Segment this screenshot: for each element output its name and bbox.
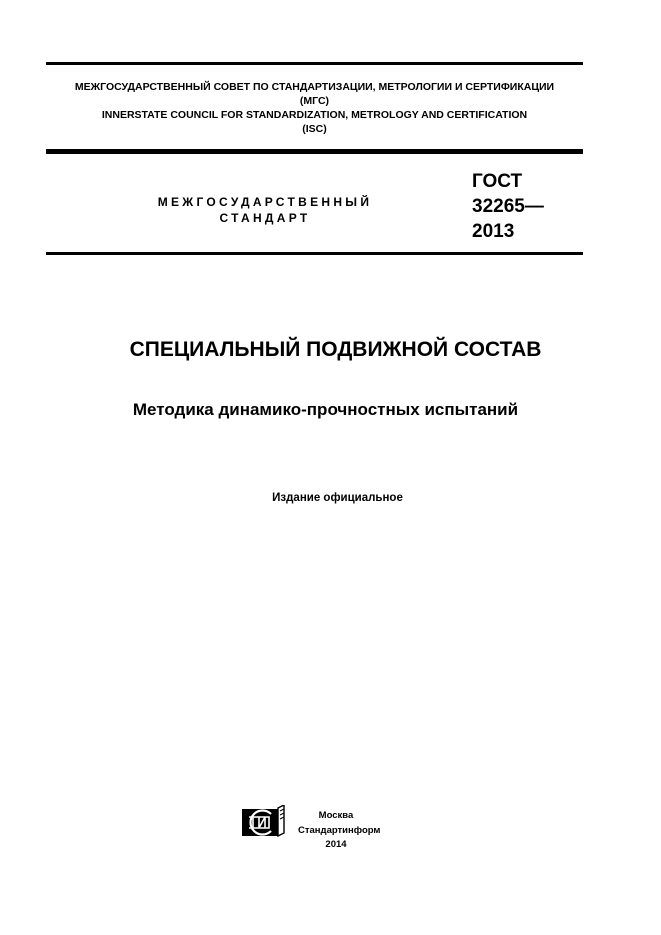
publisher-name: Стандартинформ — [298, 824, 381, 836]
document-title: СПЕЦИАЛЬНЫЙ ПОДВИЖНОЙ СОСТАВ — [129, 338, 542, 361]
bottom-rule — [46, 252, 583, 255]
middle-rule — [46, 149, 583, 154]
publisher-year: 2014 — [325, 839, 347, 850]
standard-type-line2: СТАНДАРТ — [219, 211, 311, 225]
standard-type-line1: МЕЖГОСУДАРСТВЕННЫЙ — [157, 195, 373, 209]
council-name-ru: МЕЖГОСУДАРСТВЕННЫЙ СОВЕТ ПО СТАНДАРТИЗАЦИИ, МЕТРОЛОГИИ И СЕРТИФИКАЦИИ — [74, 81, 555, 93]
standard-type — [140, 194, 390, 226]
council-name-en: INNERSTATE COUNCIL FOR STANDARDIZATION, METROLOGY AND CERTIFICATION — [101, 109, 528, 121]
standard-code-year: 2013 — [472, 221, 515, 242]
standard-code — [472, 169, 544, 244]
top-rule — [46, 62, 583, 65]
document-subtitle: Методика динамико-прочностных испытаний — [132, 400, 519, 419]
publisher-city: Москва — [318, 810, 354, 821]
publisher-info — [298, 809, 381, 853]
council-header — [46, 80, 583, 136]
standartinform-logo-icon — [240, 805, 286, 839]
council-abbr-ru: (МГС) — [299, 95, 330, 107]
council-abbr-en: (ISC) — [302, 123, 327, 135]
edition-note: Издание официальное — [272, 492, 403, 504]
standard-code-number: 32265— — [472, 196, 544, 217]
standard-code-prefix: ГОСТ — [472, 171, 523, 192]
